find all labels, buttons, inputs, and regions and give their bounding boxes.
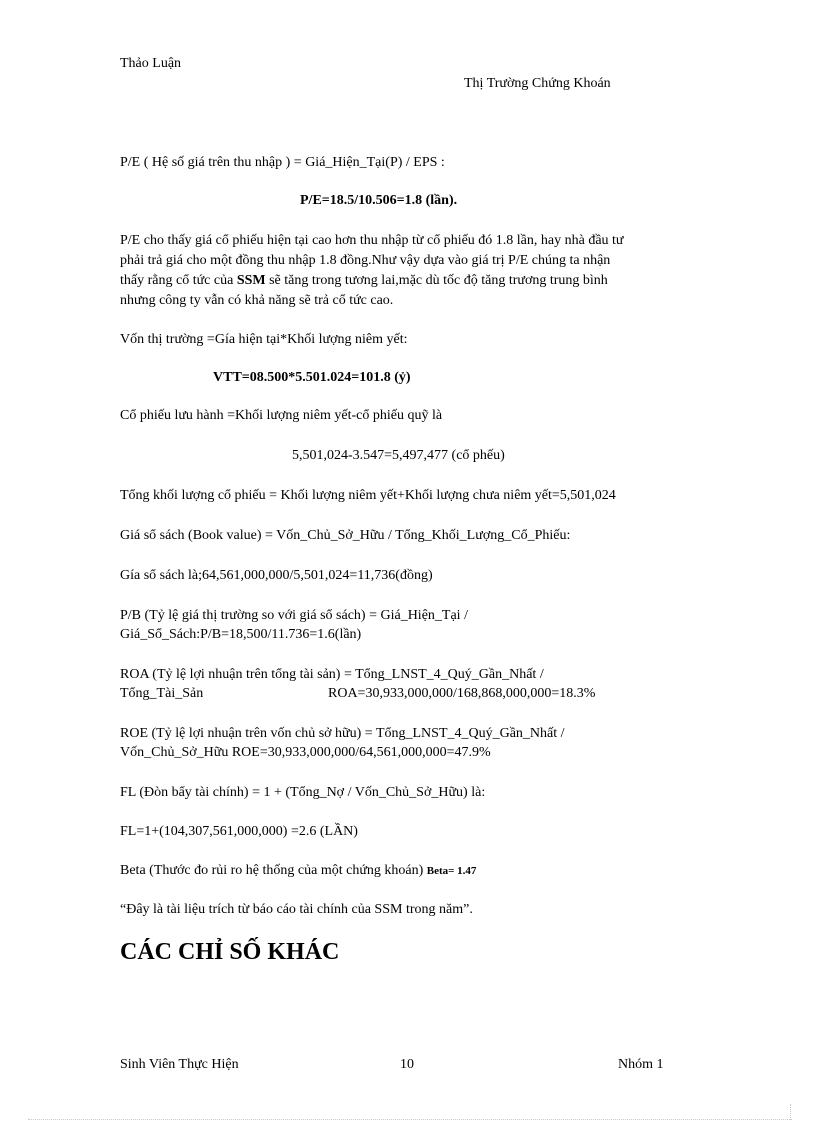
- page-border-bottom: [28, 1119, 792, 1120]
- pe-text-line-1: P/E cho thấy giá cổ phiếu hiện tại cao hơn thu nhập từ cổ phiếu đó 1.8 lần, hay nhà đầu tư: [120, 233, 624, 248]
- book-value-definition: Giá sổ sách (Book value) = Vốn_Chủ_Sở_Hữu / Tổng_Khối_Lượng_Cổ_Phiếu:: [120, 528, 571, 543]
- beta-definition: Beta (Thước đo rủi ro hệ thống của một chứng khoán): [120, 863, 427, 878]
- cplh-formula: 5,501,024-3.547=5,497,477 (cổ phếu): [292, 448, 505, 463]
- roe-line-1: ROE (Tỷ lệ lợi nhuận trên vốn chủ sở hữu) = Tổng_LNST_4_Quý_Gần_Nhất /: [120, 726, 565, 741]
- roa-formula: ROA=30,933,000,000/168,868,000,000=18.3%: [328, 686, 596, 701]
- fl-definition: FL (Đòn bẩy tài chính) = 1 + (Tổng_Nợ / Vốn_Chủ_Sở_Hữu) là:: [120, 785, 486, 800]
- book-value-calc: Gía sổ sách là;64,561,000,000/5,501,024=11,736(đồng): [120, 568, 433, 583]
- pe-text-line-2: phải trả giá cho một đồng thu nhập 1.8 đồng.Như vậy dựa vào giá trị P/E chúng ta nhận: [120, 253, 611, 268]
- pe-text-line-3: [120, 271, 608, 290]
- beta-value: Beta= 1.47: [426, 865, 477, 877]
- header-left: Thảo Luận: [120, 56, 182, 71]
- beta-line: [120, 861, 476, 881]
- roa-line-1: ROA (Tỷ lệ lợi nhuận trên tổng tài sản) = Tổng_LNST_4_Quý_Gần_Nhất /: [120, 667, 544, 682]
- pe-text-line-4: nhưng công ty vẫn có khả năng sẽ trả cổ tức cao.: [120, 293, 394, 308]
- ssm-bold: SSM: [236, 273, 266, 288]
- pb-line-1: P/B (Tỷ lệ giá thị trường so với giá sổ sách) = Giá_Hiện_Tại /: [120, 608, 468, 623]
- roa-label: Tổng_Tài_Sản: [120, 686, 204, 701]
- total-volume: Tổng khối lượng cổ phiếu = Khối lượng niêm yết+Khối lượng chưa niêm yết=5,501,024: [120, 488, 616, 503]
- section-heading: CÁC CHỈ SỐ KHÁC: [120, 939, 340, 965]
- page-border-corner: [790, 1104, 791, 1120]
- pe-definition: P/E ( Hệ số giá trên thu nhập ) = Giá_Hiện_Tại(P) / EPS :: [120, 155, 445, 170]
- vtt-definition: Vốn thị trường =Gía hiện tại*Khối lượng niêm yết:: [120, 332, 408, 347]
- cplh-definition: Cổ phiếu lưu hành =Khối lượng niêm yết-cổ phiếu quỹ là: [120, 408, 443, 423]
- pb-line-2: Giá_Sổ_Sách:P/B=18,500/11.736=1.6(lần): [120, 627, 362, 642]
- pe-text-3a: thấy rằng cổ tức của: [120, 273, 237, 288]
- pe-formula: P/E=18.5/10.506=1.8 (lần).: [300, 193, 458, 208]
- pe-text-3c: sẽ tăng trong tương lai,mặc dù tốc độ tăng trương trung bình: [265, 273, 608, 288]
- header-right: Thị Trường Chứng Khoán: [464, 76, 611, 91]
- source-quote: “Đây là tài liệu trích từ báo cáo tài chính của SSM trong năm”.: [120, 902, 473, 917]
- page-number: 10: [400, 1057, 414, 1072]
- roe-line-2: Vốn_Chủ_Sở_Hữu ROE=30,933,000,000/64,561,000,000=47.9%: [120, 745, 491, 760]
- fl-formula: FL=1+(104,307,561,000,000) =2.6 (LẦN): [120, 824, 358, 839]
- footer-right: Nhóm 1: [618, 1057, 664, 1072]
- vtt-formula: VTT=08.500*5.501.024=101.8 (ỷ): [213, 370, 411, 385]
- footer-left: Sinh Viên Thực Hiện: [120, 1057, 239, 1072]
